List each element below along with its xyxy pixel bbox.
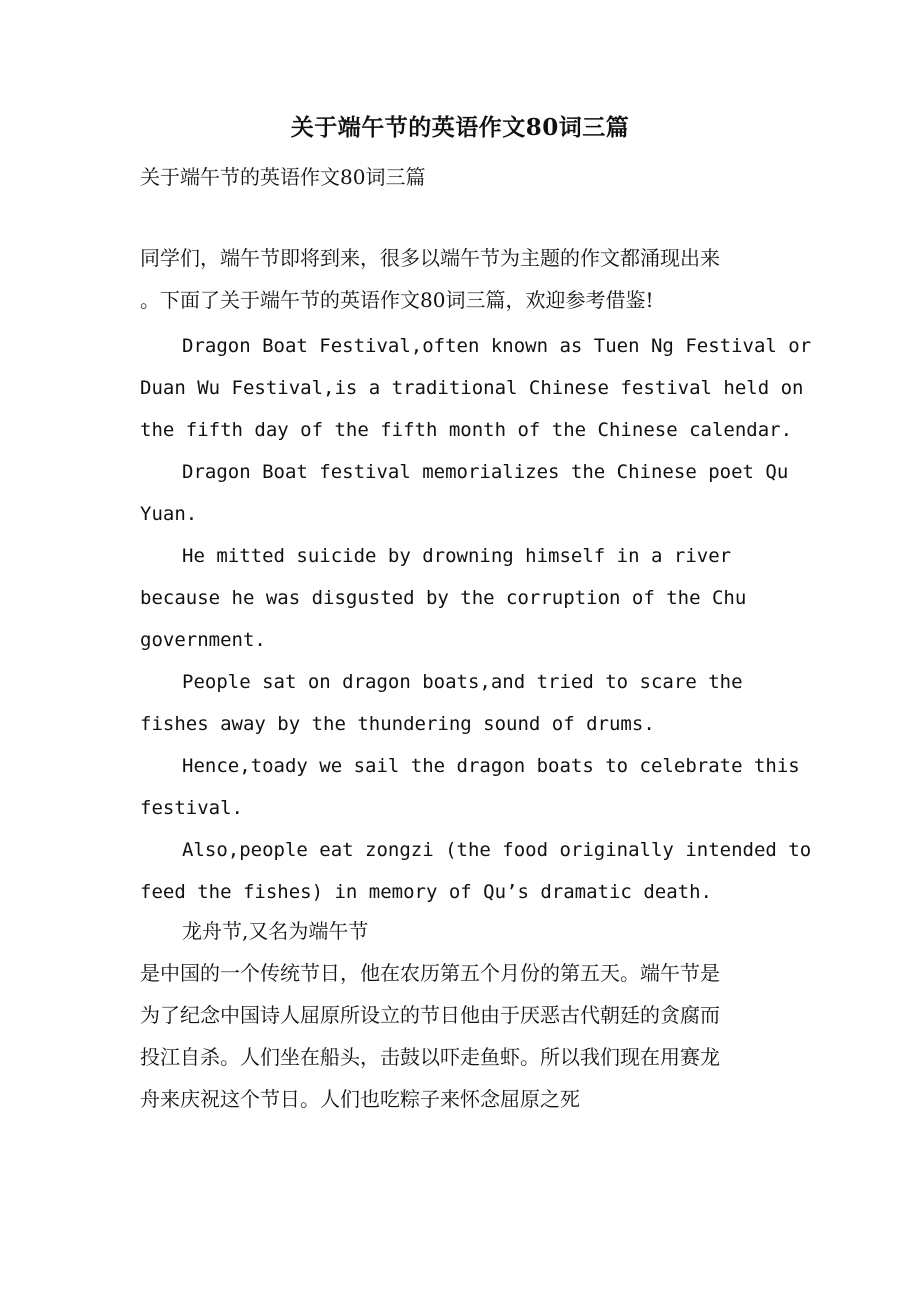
english-paragraph-3-line-1: He mitted suicide by drowning himself in a river	[182, 545, 732, 567]
page-title: 关于端午节的英语作文80词三篇	[290, 114, 630, 141]
chinese-translation-line-3: 投江自杀。人们坐在船头，击鼓以吓走鱼虾。所以我们现在用赛龙	[140, 1045, 720, 1069]
english-paragraph-5-line-1: Hence,toady we sail the dragon boats to celebrate this	[182, 755, 800, 777]
chinese-translation-heading: 龙舟节,又名为端午节	[182, 919, 369, 943]
english-paragraph-3-line-3: government.	[140, 629, 266, 651]
english-paragraph-4-line-2: fishes away by the thundering sound of drums.	[140, 713, 655, 735]
english-paragraph-1-line-2: Duan Wu Festival,is a traditional Chinese festival held on	[140, 377, 804, 399]
chinese-translation-line-1: 是中国的一个传统节日，他在农历第五个月份的第五天。端午节是	[140, 961, 720, 985]
english-paragraph-4-line-1: People sat on dragon boats,and tried to scare the	[182, 671, 743, 693]
english-paragraph-1-line-3: the fifth day of the fifth month of the Chinese calendar.	[140, 419, 793, 441]
english-paragraph-6-line-1: Also,people eat zongzi (the food originally intended to	[182, 839, 812, 861]
subtitle: 关于端午节的英语作文80词三篇	[140, 165, 426, 189]
intro-line-2: 。下面了关于端午节的英语作文80词三篇，欢迎参考借鉴!	[140, 288, 654, 312]
chinese-translation-line-4: 舟来庆祝这个节日。人们也吃粽子来怀念屈原之死	[140, 1087, 580, 1111]
english-paragraph-2-line-1: Dragon Boat festival memorializes the Chinese poet Qu	[182, 461, 789, 483]
chinese-translation-line-2: 为了纪念中国诗人屈原所设立的节日他由于厌恶古代朝廷的贪腐而	[140, 1003, 720, 1027]
english-paragraph-5-line-2: festival.	[140, 797, 243, 819]
english-paragraph-6-line-2: feed the fishes) in memory of Qu’s dramatic death.	[140, 881, 712, 903]
english-paragraph-2-line-2: Yuan.	[140, 503, 198, 525]
english-paragraph-3-line-2: because he was disgusted by the corruption of the Chu	[140, 587, 747, 609]
intro-line-1: 同学们，端午节即将到来，很多以端午节为主题的作文都涌现出来	[140, 246, 720, 270]
english-paragraph-1-line-1: Dragon Boat Festival,often known as Tuen Ng Festival or	[182, 335, 812, 357]
